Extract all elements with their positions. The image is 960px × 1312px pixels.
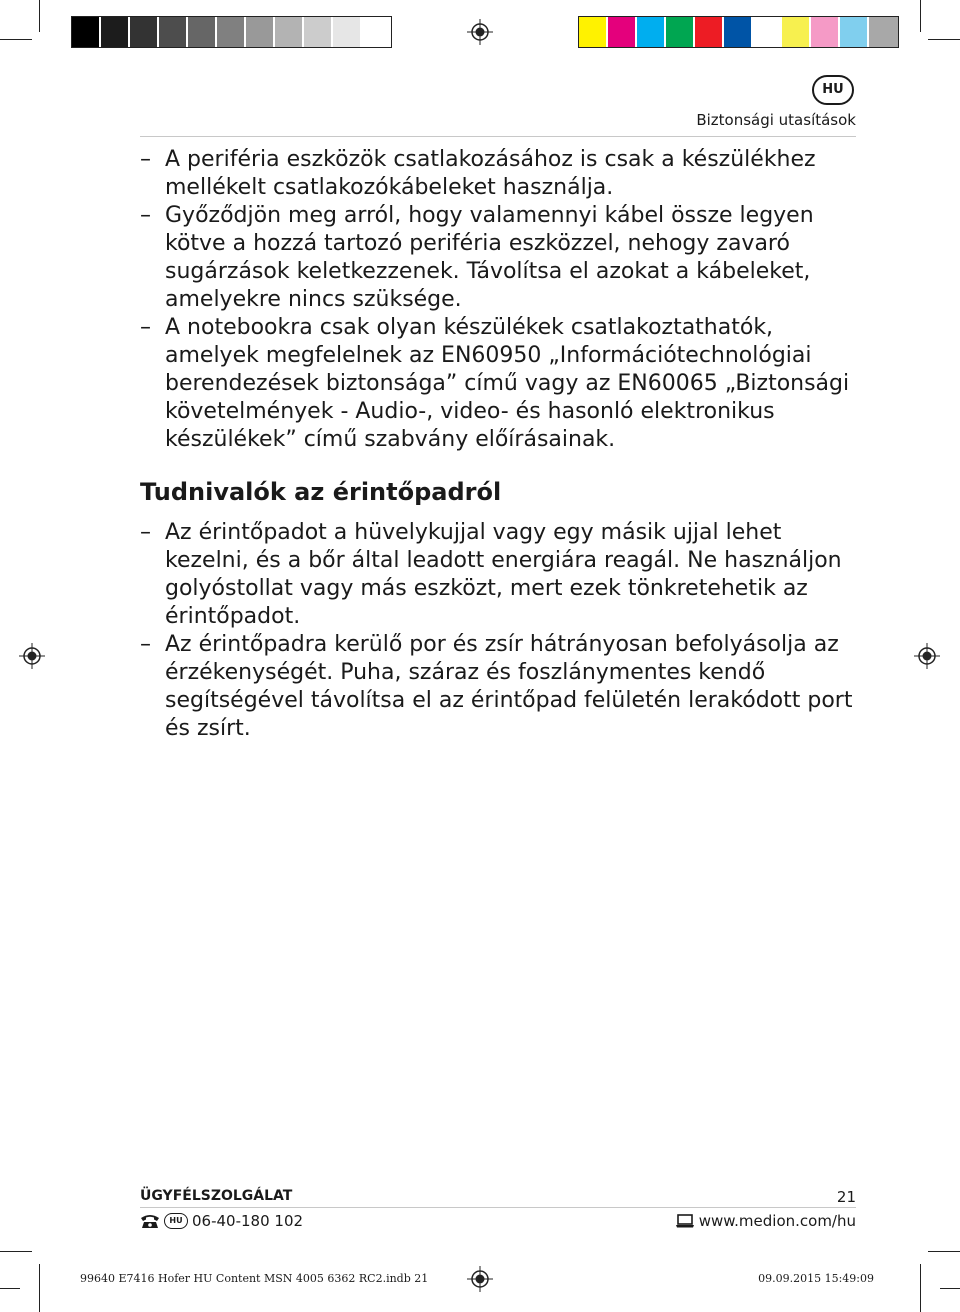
color-swatch (811, 17, 840, 47)
page-number: 21 (836, 1188, 856, 1206)
crop-mark (920, 0, 921, 32)
crop-mark (928, 1251, 960, 1252)
color-swatch (304, 17, 333, 47)
registration-mark-icon (467, 19, 493, 45)
color-swatch (333, 17, 362, 47)
color-swatch (275, 17, 304, 47)
color-swatch (637, 17, 666, 47)
color-swatch (217, 17, 246, 47)
registration-mark-icon (467, 1266, 493, 1292)
color-swatch (579, 17, 608, 47)
crop-mark (940, 1288, 960, 1289)
color-swatch (101, 17, 130, 47)
telephone-icon (140, 1213, 160, 1229)
laptop-icon (675, 1213, 695, 1229)
color-swatch (869, 17, 898, 47)
website-contact (675, 1212, 856, 1230)
phone-contact (140, 1212, 303, 1230)
language-badge: HU (812, 75, 854, 105)
grayscale-color-bar (71, 16, 392, 48)
crop-mark (0, 1288, 20, 1289)
color-swatch (695, 17, 724, 47)
color-swatch (188, 17, 217, 47)
list-item: – A notebookra csak olyan készülékek csatlakoztathatók, amelyek megfelelnek az EN60950 „Információtechnológiai berendezések biztonsága” című vagy az EN60065 „Biztonsági követelmények - Audio-, video- és hasonló elektronikus készülékek” című szabvány előírásainak. (140, 314, 860, 454)
color-swatch (840, 17, 869, 47)
color-swatch (724, 17, 753, 47)
color-swatch (782, 17, 811, 47)
color-swatch (608, 17, 637, 47)
crop-mark (39, 0, 40, 32)
crop-mark (0, 1251, 32, 1252)
registration-mark-icon (19, 643, 45, 669)
crop-mark (39, 1264, 40, 1312)
footer-rule (140, 1207, 856, 1208)
touchpad-heading: Tudnivalók az érintőpadról (140, 478, 502, 506)
print-slug-file: 99640 E7416 Hofer HU Content MSN 4005 6362 RC2.indb 21 (80, 1272, 429, 1285)
website-link[interactable]: www.medion.com/hu (698, 1212, 856, 1230)
phone-number[interactable]: 06-40-180 102 (192, 1212, 304, 1230)
list-item: – Az érintőpadra kerülő por és zsír hátrányosan befolyásolja az érzékenységét. Puha, száraz és foszlánymentes kendő segítségével távolítsa el az érintőpad felületén lerakódott port és zsírt. (140, 631, 860, 743)
color-swatch (159, 17, 188, 47)
list-item: – Győződjön meg arról, hogy valamennyi kábel össze legyen kötve a hozzá tartozó periféria eszközzel, nehogy zavaró sugárzások keletkezzenek. Távolítsa el azokat a kábeleket, amelyekre nincs szüksége. (140, 202, 860, 314)
color-swatch (130, 17, 159, 47)
crop-mark (920, 1264, 921, 1312)
section-title: Biztonsági utasítások (696, 111, 856, 129)
color-swatch (666, 17, 695, 47)
crop-mark (0, 39, 32, 40)
crop-mark (928, 39, 960, 40)
color-swatch (753, 17, 782, 47)
safety-instructions (140, 146, 860, 454)
color-swatch (362, 17, 391, 47)
color-swatch (246, 17, 275, 47)
process-color-bar (578, 16, 899, 48)
registration-mark-icon (914, 643, 940, 669)
touchpad-instructions (140, 519, 860, 743)
list-item: – A periféria eszközök csatlakozásához is csak a készülékhez mellékelt csatlakozókábeleket használja. (140, 146, 860, 202)
list-item: – Az érintőpadot a hüvelykujjal vagy egy másik ujjal lehet kezelni, és a bőr által leadott energiára reagál. Ne használjon golyóstollat vagy más eszközt, mert ezek tönkretehetik az érintőpadot. (140, 519, 860, 631)
print-slug-timestamp: 09.09.2015 15:49:09 (758, 1272, 874, 1285)
header-rule (140, 136, 856, 137)
phone-language-badge: HU (164, 1213, 188, 1229)
color-swatch (72, 17, 101, 47)
customer-service-label: ÜGYFÉLSZOLGÁLAT (140, 1188, 293, 1204)
